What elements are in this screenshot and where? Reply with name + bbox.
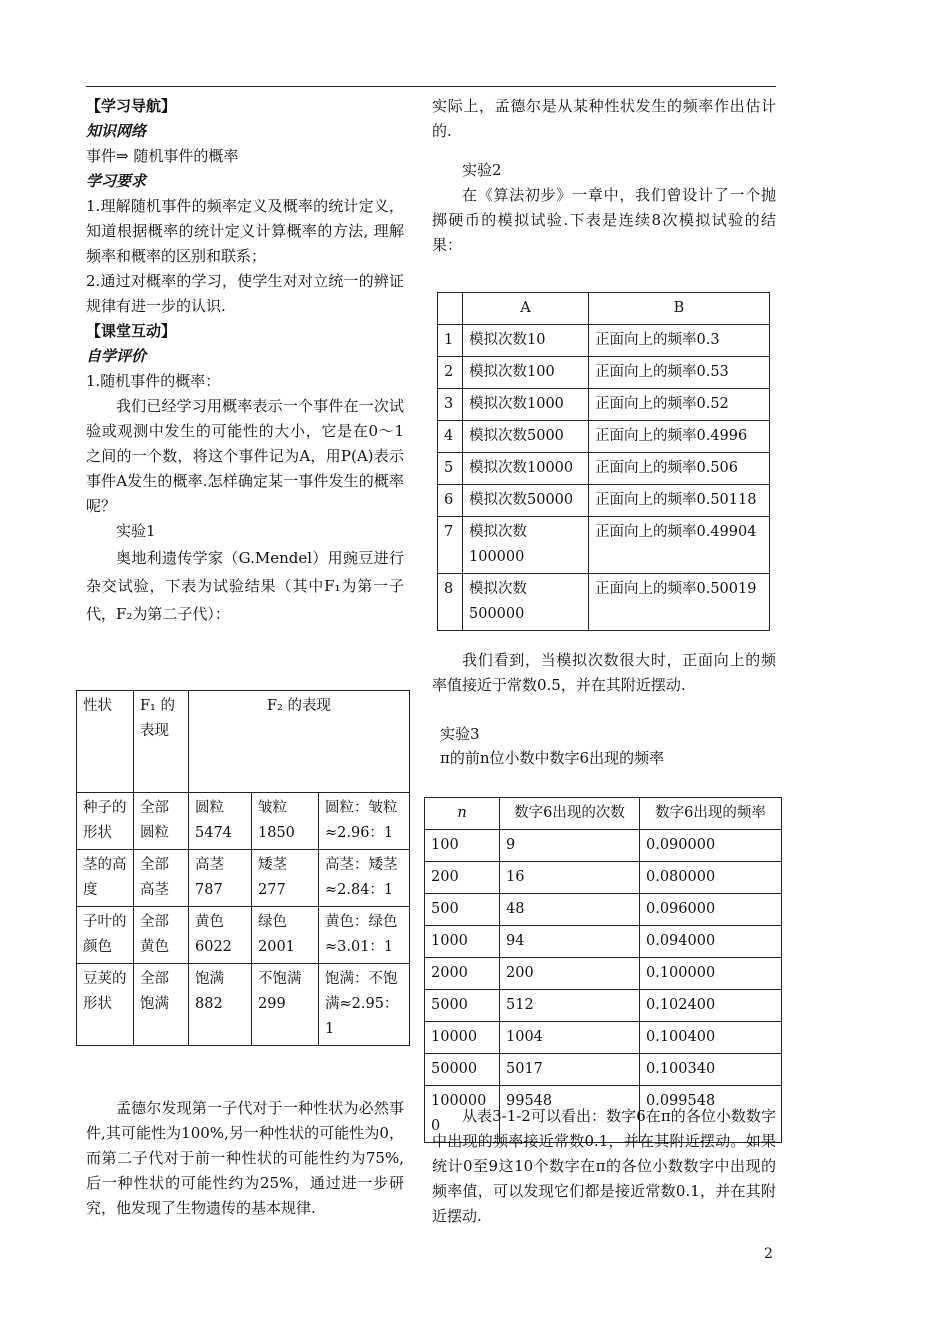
experiment-1-label: 实验1: [116, 522, 156, 540]
count-cell: 48: [500, 894, 640, 926]
frequency-cell: 0.099548: [640, 1086, 782, 1143]
f2-a-cell: 高茎787: [189, 850, 252, 907]
left-column: [86, 94, 404, 628]
requirements-heading: 学习要求: [86, 172, 147, 190]
row-index: 8: [438, 574, 463, 631]
count-cell: 94: [500, 926, 640, 958]
mendel-paragraph: 孟德尔发现第一子代对于一种性状为必然事件,其可能性为100%,另一种性状的可能性为0，而第二子代对于前一种性状的可能性约为75%,后一种性状的可能性约为25%，通过进一步研究，他发现了生物遗传的基本规律.: [86, 1099, 404, 1217]
n-cell: 1000: [425, 926, 500, 958]
trait-cell: 种子的形状: [77, 793, 134, 850]
coin-table: [437, 292, 770, 631]
frequency-cell: 0.102400: [640, 990, 782, 1022]
row-index: 3: [438, 389, 463, 421]
header-f2: F₂ 的表现: [189, 691, 410, 793]
sim-count: 模拟次数100: [463, 357, 589, 389]
sim-count: 模拟次数10: [463, 325, 589, 357]
frequency-cell: 0.100400: [640, 1022, 782, 1054]
heads-frequency: 正面向上的频率0.50019: [589, 574, 770, 631]
n-cell: 500: [425, 894, 500, 926]
knowledge-line: 事件⇒ 随机事件的概率: [86, 147, 239, 165]
trait-cell: 子叶的颜色: [77, 907, 134, 964]
experiment-3-label: 实验3: [440, 725, 480, 743]
row-index: 1: [438, 325, 463, 357]
f1-cell: 全部圆粒: [134, 793, 189, 850]
count-cell: 200: [500, 958, 640, 990]
sim-count: 模拟次数1000: [463, 389, 589, 421]
ratio-cell: 高茎：矮茎≈2.84：1: [319, 850, 410, 907]
trait-cell: 豆荚的形状: [77, 964, 134, 1046]
frequency-cell: 0.100340: [640, 1054, 782, 1086]
experiment-2-conclusion: 我们看到，当模拟次数很大时，正面向上的频率值接近于常数0.5，并在其附近摆动.: [432, 651, 776, 694]
row-index: 2: [438, 357, 463, 389]
heads-frequency: 正面向上的频率0.50118: [589, 485, 770, 517]
experiment-3-conclusion: 从表3-1-2可以看出：数字6在π的各位小数数字中出现的频率接近常数0.1，并在其附近摆动。如果统计0至9这10个数字在π的各位小数数字中出现的频率值，可以发现它们都是接近常数0.1，并在其附近摆动.: [432, 1107, 776, 1225]
experiment-2-text: 在《算法初步》一章中，我们曾设计了一个抛掷硬币的模拟试验.下表是连续8次模拟试验的结果：: [432, 186, 776, 254]
count-cell: 1004: [500, 1022, 640, 1054]
count-cell: 16: [500, 862, 640, 894]
header-index: [438, 293, 463, 325]
header-frequency: 数字6出现的频率: [640, 798, 782, 830]
f1-cell: 全部黄色: [134, 907, 189, 964]
frequency-cell: 0.094000: [640, 926, 782, 958]
n-cell: 1000000: [425, 1086, 500, 1143]
count-cell: 99548: [500, 1086, 640, 1143]
experiment-1-text: 奥地利遗传学家（G.Mendel）用豌豆进行杂交试验，下表为试验结果（其中F₁为第一子代，F₂为第二子代）：: [86, 549, 404, 623]
page-number: 2: [764, 1246, 773, 1262]
spacer: [432, 144, 776, 158]
header-a: A: [463, 293, 589, 325]
heads-frequency: 正面向上的频率0.506: [589, 453, 770, 485]
header-b: B: [589, 293, 770, 325]
count-cell: 512: [500, 990, 640, 1022]
knowledge-net-heading: 知识网络: [86, 122, 147, 140]
count-cell: 9: [500, 830, 640, 862]
requirement-2: 2.通过对概率的学习，使学生对对立统一的辨证规律有进一步的认识.: [86, 272, 404, 315]
mendel-paragraph-2: 实际上，孟德尔是从某种性状发生的频率作出估计的.: [432, 97, 776, 140]
ratio-cell: 黄色：绿色≈3.01：1: [319, 907, 410, 964]
heads-frequency: 正面向上的频率0.53: [589, 357, 770, 389]
row-index: 6: [438, 485, 463, 517]
sim-count: 模拟次数100000: [463, 517, 589, 574]
n-cell: 10000: [425, 1022, 500, 1054]
f2-b-cell: 皱粒1850: [252, 793, 319, 850]
item-1: 1.随机事件的概率：: [86, 372, 221, 390]
trait-cell: 茎的高度: [77, 850, 134, 907]
heads-frequency: 正面向上的频率0.3: [589, 325, 770, 357]
f1-cell: 全部高茎: [134, 850, 189, 907]
n-cell: 200: [425, 862, 500, 894]
header-n: n: [425, 798, 500, 830]
n-cell: 5000: [425, 990, 500, 1022]
n-cell: 100: [425, 830, 500, 862]
row-index: 7: [438, 517, 463, 574]
frequency-cell: 0.080000: [640, 862, 782, 894]
header-count: 数字6出现的次数: [500, 798, 640, 830]
ratio-cell: 饱满：不饱满≈2.95：1: [319, 964, 410, 1046]
f2-b-cell: 绿色2001: [252, 907, 319, 964]
experiment-3-text: π的前n位小数中数字6出现的频率: [440, 749, 665, 767]
sim-count: 模拟次数500000: [463, 574, 589, 631]
pi-digit-table: [424, 797, 782, 1143]
row-index: 5: [438, 453, 463, 485]
sim-count: 模拟次数50000: [463, 485, 589, 517]
frequency-cell: 0.100000: [640, 958, 782, 990]
heads-frequency: 正面向上的频率0.49904: [589, 517, 770, 574]
ratio-cell: 圆粒：皱粒≈2.96：1: [319, 793, 410, 850]
f2-b-cell: 矮茎277: [252, 850, 319, 907]
heads-frequency: 正面向上的频率0.4996: [589, 421, 770, 453]
right-column: [432, 94, 776, 258]
sim-count: 模拟次数10000: [463, 453, 589, 485]
interaction-title: 【课堂互动】: [86, 322, 177, 340]
count-cell: 5017: [500, 1054, 640, 1086]
self-eval-heading: 自学评价: [86, 347, 147, 365]
f2-a-cell: 圆粒5474: [189, 793, 252, 850]
frequency-cell: 0.096000: [640, 894, 782, 926]
nav-title: 【学习导航】: [86, 97, 177, 115]
f2-a-cell: 黄色6022: [189, 907, 252, 964]
header-rule: [86, 86, 776, 87]
frequency-cell: 0.090000: [640, 830, 782, 862]
experiment-2-label: 实验2: [462, 161, 502, 179]
row-index: 4: [438, 421, 463, 453]
header-trait: 性状: [77, 691, 134, 793]
header-f1: F₁ 的表现: [134, 691, 189, 793]
n-cell: 2000: [425, 958, 500, 990]
n-cell: 50000: [425, 1054, 500, 1086]
f2-a-cell: 饱满882: [189, 964, 252, 1046]
requirement-1: 1.理解随机事件的频率定义及概率的统计定义，知道根据概率的统计定义计算概率的方法, 理解频率和概率的区别和联系；: [86, 197, 404, 265]
mendel-table: [76, 690, 410, 1046]
sim-count: 模拟次数5000: [463, 421, 589, 453]
f2-b-cell: 不饱满299: [252, 964, 319, 1046]
f1-cell: 全部饱满: [134, 964, 189, 1046]
heads-frequency: 正面向上的频率0.52: [589, 389, 770, 421]
probability-paragraph: 我们已经学习用概率表示一个事件在一次试验或观测中发生的可能性的大小，它是在0～1之间的一个数，将这个事件记为A，用P(A)表示事件A发生的概率.怎样确定某一事件发生的概率呢？: [86, 397, 404, 515]
